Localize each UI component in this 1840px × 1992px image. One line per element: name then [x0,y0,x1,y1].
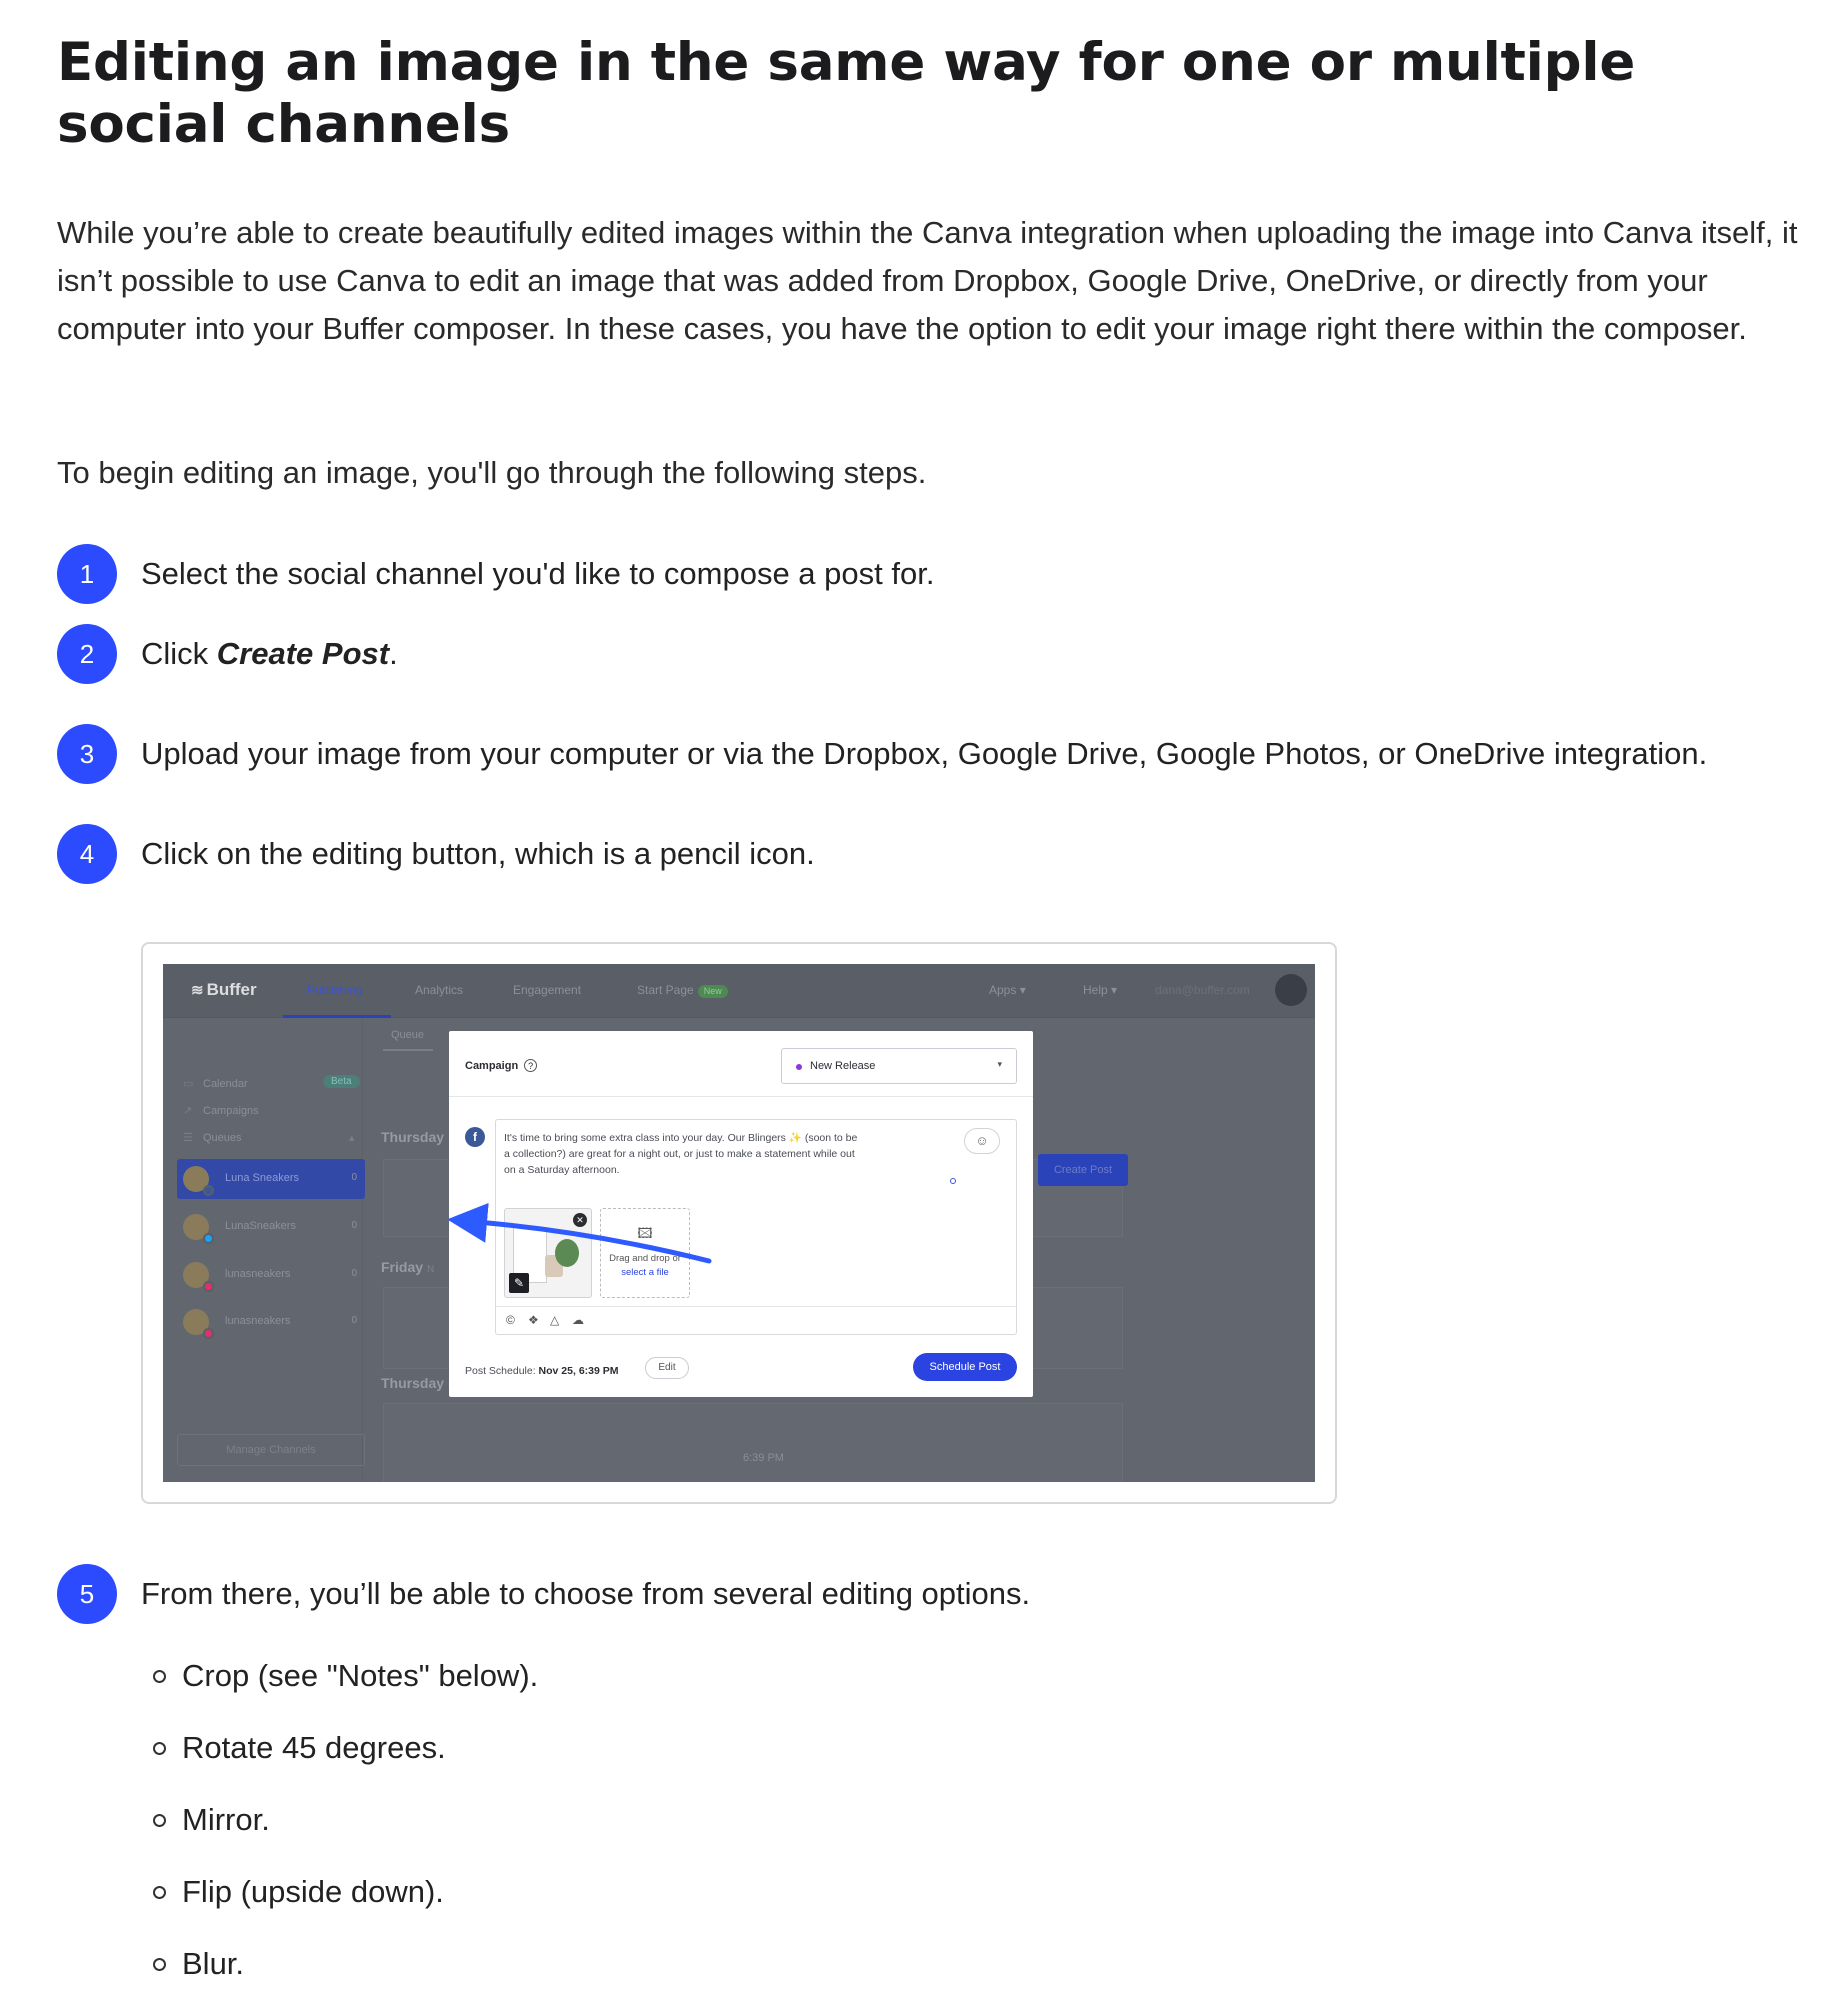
list-item [153,1728,446,1768]
logo-text: Buffer [206,980,257,999]
list-item-text: Mirror. [182,1802,270,1837]
lead-paragraph: To begin editing an image, you'll go through the following steps. [57,455,927,490]
nav-start-page-label: Start Page [637,983,694,997]
article [57,32,1807,1981]
day-name: Thursday [381,1375,445,1391]
calendar-icon: ▭ [183,1078,194,1090]
list-item-text: Flip (upside down). [182,1874,444,1909]
emoji-icon: ☺ [964,1128,1000,1154]
canva-icon: © [506,1313,515,1327]
step-number: 5 [57,1564,117,1624]
google-drive-icon: △ [550,1313,560,1327]
close-icon: ✕ [573,1213,587,1227]
channel-count: 0 [351,1220,357,1231]
new-badge: New [698,985,728,998]
buffer-stack-icon: ≋ [191,982,204,999]
channel-name: lunasneakers [225,1315,291,1327]
step-text-emphasis: Create Post [216,636,390,671]
channel-name: lunasneakers [225,1268,291,1280]
channel-count: 0 [351,1268,357,1279]
dropbox-icon: ❖ [528,1313,539,1327]
drop-text: Drag and drop or [609,1253,681,1264]
apps-label: Apps [989,983,1017,997]
step-number: 3 [57,724,117,784]
nav-engagement: Engagement [513,983,582,997]
post-text: It's time to bring some extra class into your day. Our Blingers ✨ (soon to be a collection?) are great for a night out, or just to make a statement while out on a Saturday afternoon. [504,1132,858,1176]
step-3 [57,724,1707,784]
bullet-circle-icon [153,1670,166,1683]
step-text-pre: Click [141,636,217,671]
beta-badge: Beta [323,1075,360,1088]
list-item [153,1944,244,1984]
channel-name: LunaSneakers [225,1220,296,1232]
pencil-icon: ✎ [509,1273,529,1293]
chevron-up-icon: ▴ [349,1132,355,1144]
step-text: Click on the editing button, which is a pencil icon. [141,836,815,871]
step-text-post: . [389,636,398,671]
list-item [153,1872,444,1912]
article-title: Editing an image in the same way for one or multiple social channels [57,32,1636,155]
image-add-icon: 🖾 [637,1225,653,1241]
facebook-icon: f [465,1127,485,1147]
step-text: Select the social channel you'd like to compose a post for. [141,556,935,591]
bullet-circle-icon [153,1886,166,1899]
list-item-text: Blur. [182,1946,245,1981]
bullet-circle-icon [153,1742,166,1755]
campaign-label-text: Campaign [465,1060,519,1072]
list-item-text: Crop (see "Notes" below). [182,1658,539,1693]
queues-icon: ☰ [183,1132,193,1144]
edit-schedule-button: Edit [645,1357,689,1379]
chevron-down-icon: ▾ [997,1059,1002,1069]
day-name: Thursday [381,1129,445,1145]
sidebar-queues: Queues [203,1132,242,1144]
schedule-post-button: Schedule Post [913,1353,1017,1381]
queue-tab: Queue [391,1029,425,1041]
bullet-circle-icon [153,1958,166,1971]
sidebar-calendar: Calendar [203,1078,248,1090]
campaigns-icon: ↗ [183,1105,193,1117]
manage-channels-button: Manage Channels [177,1434,365,1466]
day-name: Friday [381,1259,424,1275]
channel-count: 0 [351,1172,357,1183]
bullet-circle-icon [153,1814,166,1827]
step-text [141,636,398,672]
select-file-link: select a file [621,1267,669,1278]
post-schedule-value: Nov 25, 6:39 PM [538,1365,619,1377]
help-icon: ? [524,1059,537,1072]
pointer-arrow-icon [163,964,1315,1482]
nav-publishing: Publishing [307,983,363,997]
step-number: 1 [57,544,117,604]
step-text: From there, you’ll be able to choose from several editing options. [141,1576,1031,1611]
nav-analytics: Analytics [415,983,464,997]
chevron-down-icon: ▾ [1019,983,1026,997]
campaign-select-value: New Release [810,1060,876,1072]
sidebar-campaigns: Campaigns [203,1105,259,1117]
list-item [153,1800,270,1840]
step-number: 4 [57,824,117,884]
user-email: dana@buffer.com [1155,983,1250,997]
post-schedule-label: Post Schedule: [465,1365,539,1377]
create-post-button: Create Post [1038,1154,1128,1186]
step-1 [57,544,934,604]
step-2 [57,624,398,684]
slot-time: 6:39 PM [743,1452,784,1464]
intro-paragraph: While you’re able to create beautifully edited images within the Canva integration when uploading the image into Canva itself, it isn’t possible to use Canva to edit an image that was added from Dropbox, Google Drive, OneDrive, or directly from your computer into your Buffer composer. In these cases, you have the option to edit your image right there within the composer. [57,215,1798,346]
step-5 [57,1564,1030,1624]
channel-count: 0 [351,1315,357,1326]
step-number: 2 [57,624,117,684]
help-label: Help [1083,983,1108,997]
step-4 [57,824,815,884]
onedrive-icon: ☁ [572,1313,584,1327]
chevron-down-icon: ▾ [1111,983,1118,997]
screenshot-figure [141,942,1337,1504]
channel-name: Luna Sneakers [225,1172,299,1184]
list-item [153,1656,538,1696]
buffer-composer-screenshot [163,964,1315,1482]
list-item-text: Rotate 45 degrees. [182,1730,446,1765]
step-text: Upload your image from your computer or via the Dropbox, Google Drive, Google Photos, or OneDrive integration. [141,736,1708,771]
day-date: N [427,1264,435,1275]
